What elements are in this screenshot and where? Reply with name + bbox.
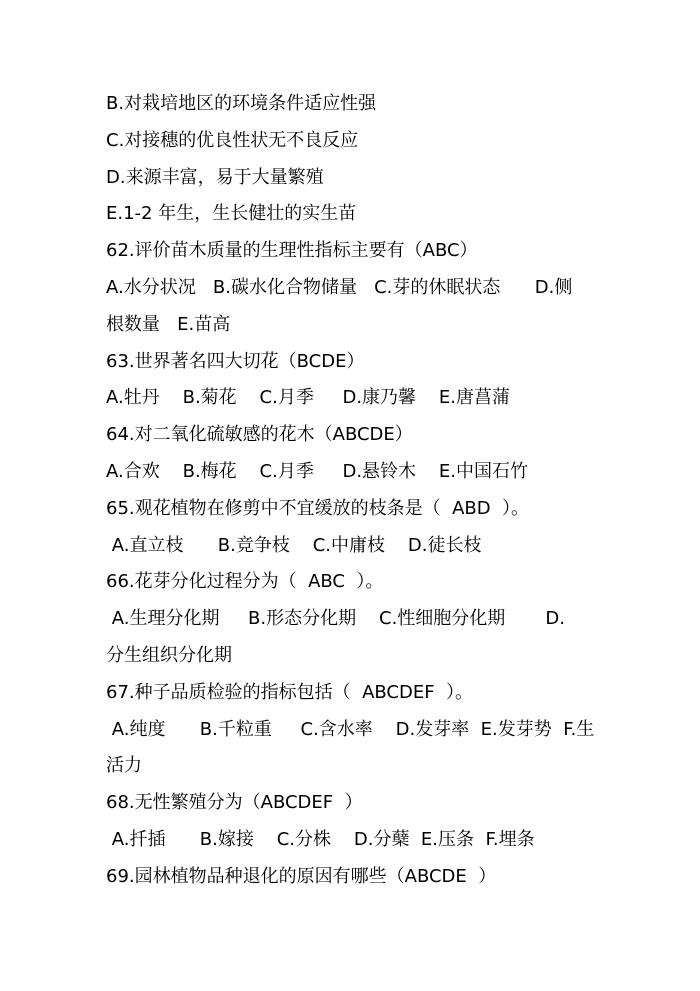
text-line: A.水分状况 B.碳水化合物储量 C.芽的休眠状态 D.侧 xyxy=(106,276,573,298)
text-line: A.直立枝 B.竞争枝 C.中庸枝 D.徒长枝 xyxy=(106,534,482,556)
text-line: 根数量 E.苗高 xyxy=(106,313,231,335)
question-69: 69.园林植物品种退化的原因有哪些（ABCDE ） xyxy=(106,865,497,887)
text-line: A.牡丹 B.菊花 C.月季 D.康乃馨 E.唐菖蒲 xyxy=(106,387,511,409)
text-line: 活力 xyxy=(106,755,142,777)
question-67: 67.种子品质检验的指标包括（ ABCDEF ）。 xyxy=(106,681,474,703)
text-body xyxy=(106,86,606,896)
text-line: D.来源丰富，易于大量繁殖 xyxy=(106,166,324,188)
question-63: 63.世界著名四大切花（BCDE） xyxy=(106,350,365,372)
text-line: A.生理分化期 B.形态分化期 C.性细胞分化期 D. xyxy=(106,608,565,630)
question-64: 64.对二氧化硫敏感的花木（ABCDE） xyxy=(106,424,413,446)
text-line: B.对栽培地区的环境条件适应性强 xyxy=(106,93,377,114)
text-line: 分生组织分化期 xyxy=(106,644,232,666)
text-line: A.纯度 B.千粒重 C.含水率 D.发芽率 E.发芽势 F.生 xyxy=(106,718,595,740)
text-line: E.1-2 年生，生长健壮的实生苗 xyxy=(106,203,357,225)
text-line: A.扦插 B.嫁接 C.分株 D.分蘖 E.压条 F.埋条 xyxy=(106,828,535,850)
question-66: 66.花芽分化过程分为（ ABC ）。 xyxy=(106,571,384,593)
question-68: 68.无性繁殖分为（ABCDEF ） xyxy=(106,792,363,814)
question-62: 62.评价苗木质量的生理性指标主要有（ABC） xyxy=(106,240,478,262)
question-65: 65.观花植物在修剪中不宜缓放的枝条是（ ABD ）。 xyxy=(106,497,530,519)
text-line: C.对接穗的优良性状无不良反应 xyxy=(106,129,359,151)
text-line: A.合欢 B.梅花 C.月季 D.悬铃木 E.中国石竹 xyxy=(106,460,529,482)
